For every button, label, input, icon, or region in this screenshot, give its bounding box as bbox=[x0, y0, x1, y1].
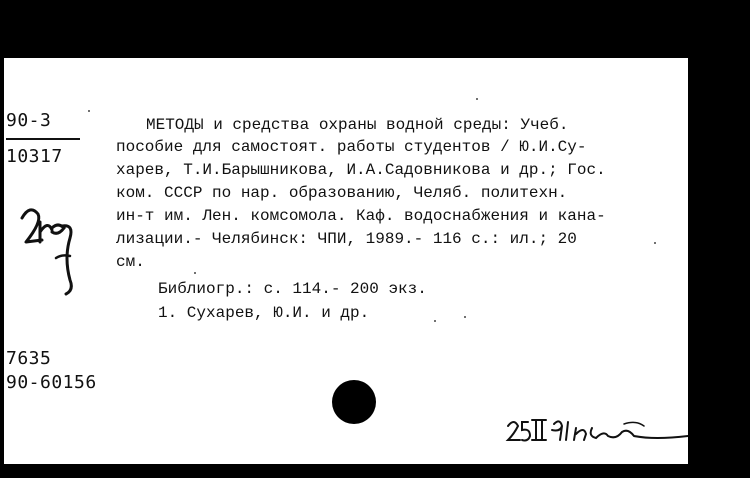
added-entry: 1. Сухарев, Ю.И. и др. bbox=[158, 304, 370, 322]
dust-speck bbox=[464, 316, 466, 318]
description-line: ком. СССР по нар. образованию, Челяб. политехн. bbox=[116, 184, 568, 202]
description-line: пособие для самостоят. работы студентов / Ю.И.Су- bbox=[116, 138, 587, 156]
handwritten-copies-mark bbox=[12, 198, 82, 303]
punch-hole bbox=[332, 380, 376, 424]
accession-number: 90-60156 bbox=[6, 372, 97, 393]
dust-speck bbox=[654, 242, 656, 244]
description-line: см. bbox=[116, 253, 145, 271]
description-line: лизации.- Челябинск: ЧПИ, 1989.- 116 с.: ил.; 20 bbox=[116, 230, 577, 248]
classification-divider bbox=[6, 138, 80, 140]
classification-number: 10317 bbox=[6, 146, 63, 167]
dust-speck bbox=[434, 320, 436, 322]
dust-speck bbox=[476, 98, 478, 100]
handwritten-date-signature bbox=[504, 414, 688, 459]
dust-speck bbox=[194, 272, 196, 274]
description-line: ин-т им. Лен. комсомола. Каф. водоснабжения и кана- bbox=[116, 207, 606, 225]
title-line: МЕТОДЫ и средства охраны водной среды: Учеб. bbox=[146, 116, 569, 134]
inventory-number: 7635 bbox=[6, 348, 52, 369]
classification-index: 90-3 bbox=[6, 110, 52, 131]
dust-speck bbox=[88, 110, 90, 112]
catalog-card bbox=[4, 58, 688, 464]
bibliography-note: Библиогр.: с. 114.- 200 экз. bbox=[158, 280, 427, 298]
description-line: харев, Т.И.Барышникова, И.А.Садовникова и др.; Гос. bbox=[116, 161, 606, 179]
